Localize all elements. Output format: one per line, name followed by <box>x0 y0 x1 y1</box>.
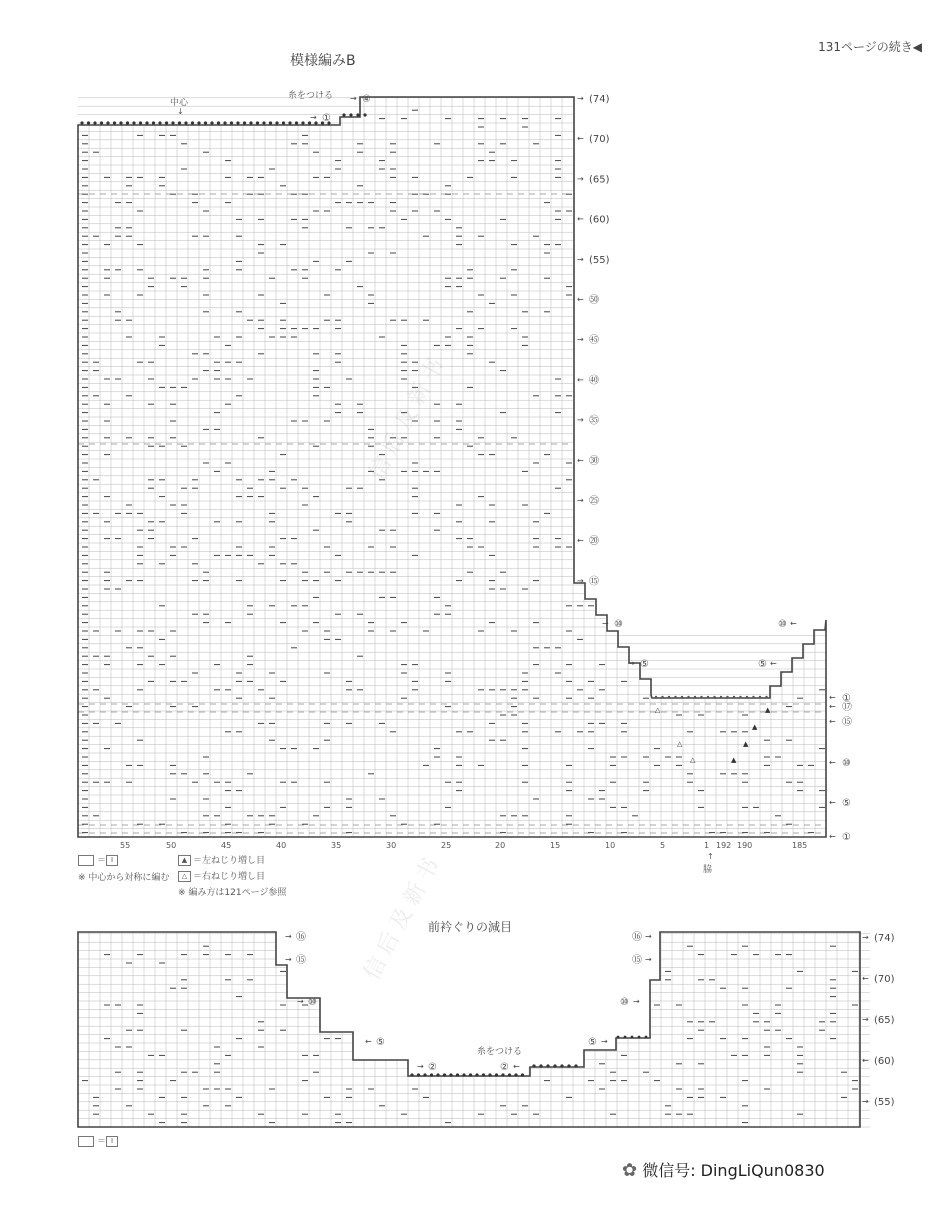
step-marker: ⑩ <box>778 619 787 630</box>
left-increase-icon: ▲ <box>178 855 191 866</box>
row-arrow-icon: → <box>577 174 584 184</box>
bind-off-dot <box>482 1073 485 1076</box>
row-arrow-icon: ← <box>829 832 836 841</box>
row-arrow-icon: ← <box>862 974 869 983</box>
row-number: ㉟ <box>589 415 599 427</box>
step-marker: ⑤ <box>640 659 649 670</box>
row-arrow-icon: ← <box>829 717 836 726</box>
column-label: 192 <box>716 841 732 850</box>
left-increase-icon: ▲ <box>743 740 749 748</box>
wechat-icon: ✿ <box>622 1160 638 1181</box>
chart-b-outline <box>78 932 860 1127</box>
row-arrow-icon: ← <box>577 295 584 304</box>
bind-off-dot <box>574 1064 577 1067</box>
marker-arrow-icon: → <box>645 932 652 941</box>
step-marker: ① <box>322 113 331 124</box>
row-number: ⑳ <box>589 536 599 548</box>
row-arrow-icon: → <box>862 1097 869 1106</box>
row-arrow-icon: → <box>577 415 584 425</box>
marker-arrow-icon: → <box>350 94 357 103</box>
left-increase-icon: ▲ <box>752 723 758 731</box>
bind-off-dot <box>631 1036 634 1039</box>
marker-arrow-icon: → <box>310 113 317 122</box>
row-number: ⑰ <box>842 702 852 713</box>
bind-off-dot <box>567 1064 570 1067</box>
chart-b-title: 前衿ぐりの減目 <box>428 920 513 934</box>
step-marker: ⑩ <box>614 619 623 630</box>
column-label: 40 <box>276 841 287 850</box>
row-number: (65) <box>589 174 610 186</box>
legend-right-inc: △ ＝右ねじり増し目 <box>178 869 265 882</box>
step-marker: ② <box>500 1062 509 1073</box>
row-arrow-icon: ← <box>829 702 836 711</box>
row-arrow-icon: ← <box>829 798 836 807</box>
step-marker: ⑮ <box>632 955 642 966</box>
marker-arrow-icon: → <box>601 1037 608 1046</box>
bind-off-dot <box>560 1064 563 1067</box>
legend-ref-note: ※ 編み方は121ページ参照 <box>178 888 287 898</box>
row-arrow-icon: ← <box>862 1056 869 1065</box>
step-marker: ⑤ <box>588 1037 597 1048</box>
bind-off-dot <box>546 1064 549 1067</box>
column-label: 35 <box>331 841 342 850</box>
row-arrow-icon: → <box>577 335 584 345</box>
attach-yarn-label: 糸をつける <box>288 91 334 101</box>
row-arrow-icon: ← <box>577 536 584 546</box>
legend-left-inc: ▲ ＝左ねじり増し目 <box>178 853 265 866</box>
row-number: ⑮ <box>842 717 852 728</box>
row-number: ㉕ <box>589 496 599 507</box>
left-increase-icon: ▲ <box>731 756 737 764</box>
step-marker: ② <box>428 1062 437 1073</box>
bind-off-dot <box>532 1064 535 1067</box>
marker-arrow-icon: → <box>285 932 292 941</box>
side-arrow-icon: ↑ <box>707 852 714 861</box>
row-number: ① <box>842 832 851 843</box>
row-number: (65) <box>874 1015 895 1026</box>
marker-arrow-icon: ← <box>365 1037 372 1046</box>
bind-off-dot <box>417 1073 420 1076</box>
legend-knit-b: ＝ I <box>78 1134 118 1147</box>
legend-knit: ＝ I <box>78 853 118 866</box>
step-marker: ⑤ <box>376 1037 385 1048</box>
bind-off-dot <box>462 1073 465 1076</box>
center-arrow-icon: ↓ <box>177 107 184 116</box>
row-arrow-icon: → <box>577 254 584 264</box>
bind-off-dot <box>456 1073 459 1076</box>
bind-off-dot <box>638 1036 641 1039</box>
marker-arrow-icon: ← <box>513 1062 520 1071</box>
bind-off-dot <box>495 1073 498 1076</box>
row-number: (55) <box>589 254 610 266</box>
row-arrow-icon: ← <box>829 758 836 767</box>
row-arrow-icon: → <box>862 933 869 942</box>
step-marker: ⑤ <box>758 659 767 670</box>
row-arrow-icon: → <box>577 576 584 586</box>
row-arrow-icon: ← <box>829 693 836 702</box>
column-label: 45 <box>221 841 232 850</box>
step-marker: ⑩ <box>308 997 317 1008</box>
row-number: (74) <box>874 933 895 944</box>
marker-arrow-icon: → <box>628 659 635 668</box>
row-number: (55) <box>874 1097 895 1108</box>
column-label: 25 <box>441 841 452 850</box>
row-number: ㊵ <box>589 375 599 387</box>
bind-off-dot <box>469 1073 472 1076</box>
knit-stitch-icon: I <box>106 1136 118 1147</box>
row-number: ① <box>842 693 851 704</box>
row-number: (74) <box>589 94 610 105</box>
step-marker: ⑯ <box>296 932 306 943</box>
step-marker: ⑩ <box>620 997 629 1008</box>
bind-off-dot <box>645 1036 648 1039</box>
center-label: 中心 <box>170 98 189 108</box>
bind-off-dot <box>539 1064 542 1067</box>
row-number: ㉚ <box>589 455 599 467</box>
column-label: 50 <box>166 841 177 850</box>
column-label: 20 <box>495 841 506 850</box>
marker-arrow-icon: → <box>602 619 609 628</box>
row-arrow-icon: ← <box>577 375 584 385</box>
row-arrow-icon: → <box>862 1015 869 1024</box>
chart-a-title: 模様編みB <box>290 53 356 69</box>
chart-b-attach-yarn: 糸をつける <box>477 1047 523 1057</box>
row-arrow-icon: ← <box>577 134 584 144</box>
column-label: 30 <box>386 841 397 850</box>
marker-arrow-icon: → <box>417 1062 424 1071</box>
row-number: (60) <box>589 214 610 226</box>
column-label: 5 <box>660 841 666 850</box>
bind-off-dot <box>436 1073 439 1076</box>
column-label: 190 <box>737 841 753 850</box>
bind-off-dot <box>514 1073 517 1076</box>
marker-arrow-icon: ← <box>770 659 777 668</box>
marker-arrow-icon: → <box>285 955 292 964</box>
step-marker: ⑮ <box>296 955 306 966</box>
column-label: 15 <box>550 841 561 850</box>
bind-off-dot <box>521 1073 524 1076</box>
legend-center-note: ※ 中心から対称に編む <box>78 873 170 883</box>
row-number: ⑮ <box>589 576 599 588</box>
right-increase-icon: △ <box>178 871 191 882</box>
continuation-note: 131ページの続き◀ <box>818 40 922 54</box>
column-label: 55 <box>120 841 131 850</box>
right-increase-icon: △ <box>655 706 661 714</box>
row-number: (60) <box>874 1056 895 1067</box>
column-label: 185 <box>792 841 808 850</box>
bind-off-dot <box>617 1036 620 1039</box>
step-marker: ④ <box>362 94 371 105</box>
right-increase-icon: △ <box>677 740 683 748</box>
watermark: 信后及新书 <box>359 848 448 985</box>
column-label: 1 <box>704 841 710 850</box>
row-number: (70) <box>589 134 610 146</box>
bind-off-dot <box>430 1073 433 1076</box>
row-arrow-icon: ← <box>577 455 584 465</box>
column-label: 10 <box>605 841 616 850</box>
row-arrow-icon: → <box>577 496 584 505</box>
knit-box-icon <box>78 1136 94 1147</box>
step-marker: ⑯ <box>632 932 642 943</box>
bind-off-dot <box>624 1036 627 1039</box>
row-number: ㊿ <box>589 295 599 306</box>
bind-off-dot <box>501 1073 504 1076</box>
bind-off-dot <box>449 1073 452 1076</box>
bind-off-dot <box>475 1073 478 1076</box>
row-number: ㊺ <box>589 335 599 347</box>
bind-off-dot <box>423 1073 426 1076</box>
knit-stitch-icon: I <box>106 855 118 866</box>
row-arrow-icon: ← <box>577 214 584 224</box>
bind-off-dot <box>553 1064 556 1067</box>
marker-arrow-icon: → <box>297 997 304 1006</box>
marker-arrow-icon: → <box>645 955 652 964</box>
bind-off-dot <box>488 1073 491 1076</box>
right-increase-icon: △ <box>690 756 696 764</box>
marker-arrow-icon: ← <box>790 619 797 628</box>
row-number: ⑩ <box>842 758 851 769</box>
marker-arrow-icon: → <box>633 997 640 1006</box>
bind-off-dot <box>443 1073 446 1076</box>
bind-off-dot <box>410 1073 413 1076</box>
left-increase-icon: ▲ <box>765 706 771 714</box>
side-label: 脇 <box>703 865 713 875</box>
row-arrow-icon: → <box>577 94 584 103</box>
row-number: (70) <box>874 974 895 985</box>
watermark: 信后及新书 <box>364 348 453 485</box>
wechat-footer: ✿ 微信号: DingLiQun0830 <box>622 1160 825 1181</box>
row-number: ⑤ <box>842 798 851 809</box>
bind-off-dot <box>508 1073 511 1076</box>
